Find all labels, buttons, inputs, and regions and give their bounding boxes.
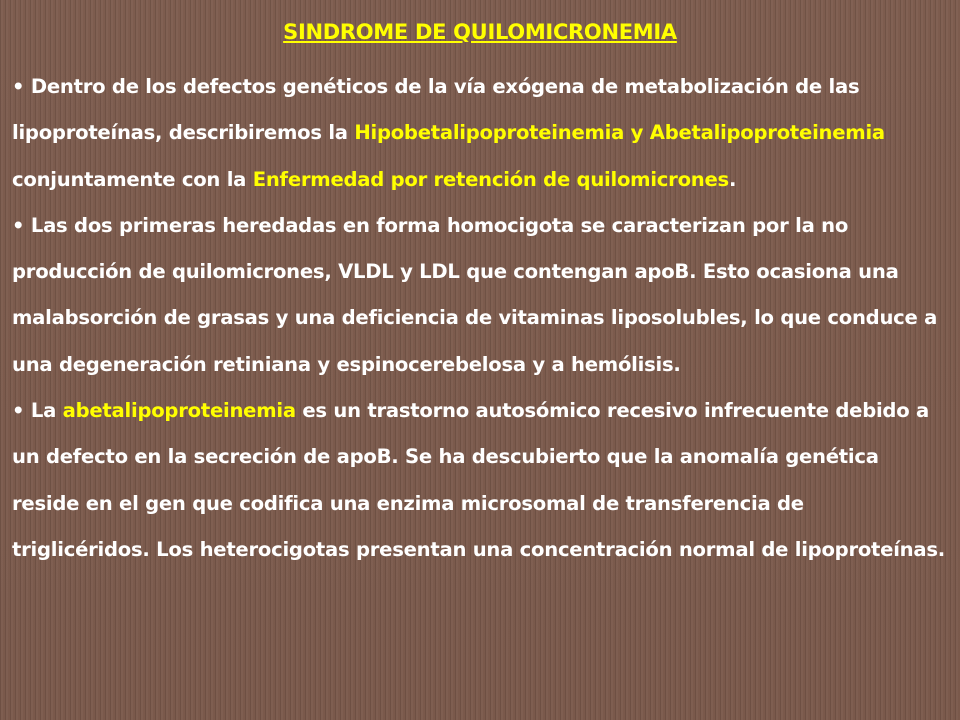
bullet: • bbox=[12, 213, 25, 237]
paragraph-1-text-3: . bbox=[728, 167, 737, 191]
paragraph-1-text-1: Dentro de los defectos genéticos de la vía exógena de metabolización de las lipoproteínas, describiremos la bbox=[12, 75, 860, 145]
slide-body bbox=[12, 64, 946, 573]
paragraph-1-text-2: conjuntamente con la bbox=[12, 167, 253, 191]
paragraph-2-text-1: Las dos primeras heredadas en forma homocigota se caracterizan por la no producción de quilomicrones, VLDL y LDL que contengan apoB. Esto ocasiona una malabsorción de grasas y una deficiencia de vitaminas liposolubles, lo que conduce a una degeneración retiniana y espinocerebelosa y a hemólisis. bbox=[12, 213, 938, 376]
highlight-hipobetalipoproteinemia: Hipobetalipoproteinemia y Abetalipoproteinemia bbox=[354, 121, 885, 145]
paragraph-3-text-2: es un trastorno autosómico recesivo infrecuente debido a un defecto en la secreción de apoB. Se ha descubierto que la anomalía genética reside en el gen que codifica una enzima microsomal de transferencia de triglicéridos. Los heterocigotas presentan una concentración normal de lipoproteínas. bbox=[12, 399, 945, 561]
slide-title: SINDROME DE QUILOMICRONEMIA bbox=[283, 20, 677, 44]
highlight-abetalipoproteinemia: abetalipoproteinemia bbox=[62, 399, 296, 423]
bullet: • bbox=[12, 75, 25, 98]
paragraph-1 bbox=[12, 64, 946, 203]
highlight-enfermedad-retencion: Enfermedad por retención de quilomicrones bbox=[252, 167, 729, 191]
paragraph-3-text-1: La bbox=[24, 399, 63, 423]
paragraph-3 bbox=[12, 388, 946, 573]
paragraph-2 bbox=[12, 203, 946, 388]
bullet: • bbox=[12, 399, 25, 423]
